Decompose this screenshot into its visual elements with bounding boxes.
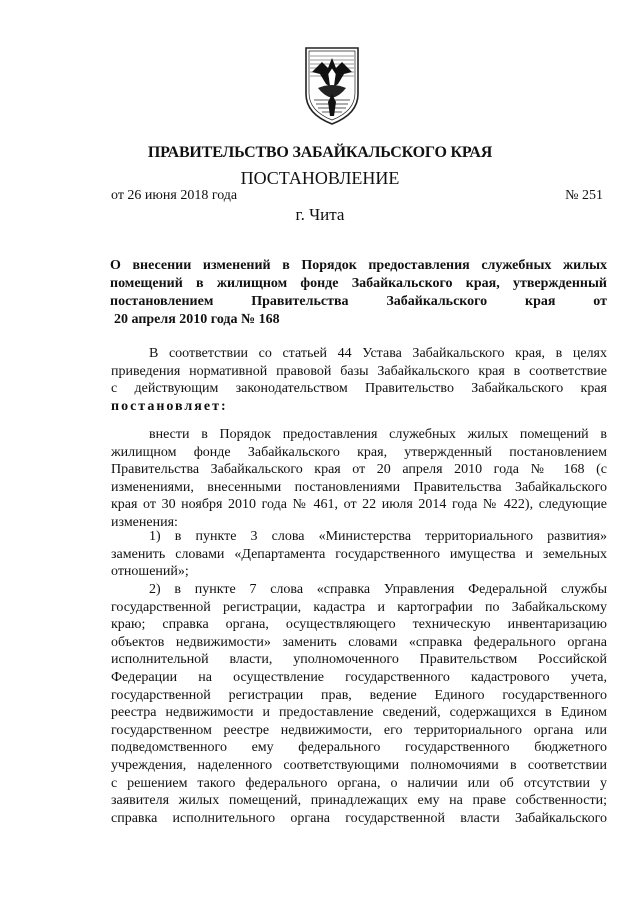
subject-line: О внесении изменений в Порядок предоставления служебных жилых	[110, 258, 607, 273]
item-2-line: 2) в пункте 7 слова «справка Управления Федеральной службы	[149, 582, 607, 597]
item-2-paragraph	[111, 581, 607, 827]
coat-of-arms-icon	[300, 44, 364, 126]
subject-line: помещений в жилищном фонде Забайкальского края, утвержденный	[110, 276, 607, 291]
item-1-line: заменить словами «Департамента государственного имущества и земельных	[111, 546, 607, 562]
item-2-line: реестра недвижимости и предоставление сведений, содержащихся в Едином	[111, 705, 607, 721]
item-2-line: учреждения, наделенного соответствующими полномочиями в соответствии	[111, 757, 607, 773]
item-2-line: заявителя жилых помещений, принадлежащих ему на праве собственности;	[111, 793, 607, 809]
intro-paragraph	[111, 426, 607, 532]
item-1-line: 1) в пункте 3 слова «Министерства территориального развития»	[149, 529, 607, 544]
document-city: г. Чита	[295, 205, 345, 224]
intro-line: изменениями, внесенными постановлениями Правительства Забайкальского	[111, 479, 607, 495]
preamble-line: В соответствии со статьей 44 Устава Забайкальского края, в целях	[149, 346, 607, 361]
document-date: от 26 июня 2018 года	[111, 188, 238, 203]
item-2-line: с решением такого федерального органа, о наличии или об отсутствии у	[111, 775, 607, 791]
preamble-paragraph	[111, 345, 607, 415]
intro-line: края от 30 ноября 2010 года № 461, от 22 июля 2014 года № 422), следующие	[111, 497, 607, 513]
intro-line: изменения:	[111, 514, 178, 530]
preamble-line: приведения нормативной правовой базы Забайкальского края в соответствие	[111, 363, 607, 379]
item-2-line: справка исполнительного органа государственной власти Забайкальского	[111, 810, 607, 826]
subject-line: постановлением Правительства Забайкальского края от	[110, 294, 607, 309]
subject-line: 20 апреля 2010 года № 168	[114, 312, 280, 327]
item-1-paragraph	[111, 528, 607, 581]
intro-line: Правительства Забайкальского края от 20 апреля 2010 года № 168 (с	[111, 462, 607, 478]
document-subject	[110, 257, 607, 329]
item-2-line: объектов недвижимости» заменить словами «справка федерального органа	[111, 634, 607, 650]
intro-line: жилищном фонде Забайкальского края, утвержденный постановлением	[111, 444, 607, 460]
item-1-line: отношений»;	[111, 564, 189, 580]
item-2-line: подведомственного ему федерального государственного бюджетного	[111, 740, 607, 756]
resolves-word: постановляет:	[111, 398, 228, 414]
item-2-line: исполнительной власти, уполномоченного Правительством Российской	[111, 652, 607, 668]
intro-line: внести в Порядок предоставления служебных жилых помещений в	[149, 427, 607, 442]
item-2-line: краю; справка органа, осуществляющего техническую инвентаризацию	[111, 617, 607, 633]
item-2-line: государственной регистрации прав, ведение Единого государственного	[111, 687, 607, 703]
government-title: ПРАВИТЕЛЬСТВО ЗАБАЙКАЛЬСКОГО КРАЯ	[147, 144, 493, 161]
item-2-line: государственной регистрации, кадастра и картографии по Забайкальскому	[111, 599, 607, 615]
item-2-line: государственном реестре недвижимости, его территориального органа или	[111, 722, 607, 738]
item-2-line: Федерации на осуществление государственного кадастрового учета,	[111, 669, 607, 685]
preamble-line: с действующим законодательством Правительство Забайкальского края	[111, 381, 607, 397]
document-type: ПОСТАНОВЛЕНИЕ	[240, 168, 400, 188]
document-number: № 251	[565, 188, 603, 203]
